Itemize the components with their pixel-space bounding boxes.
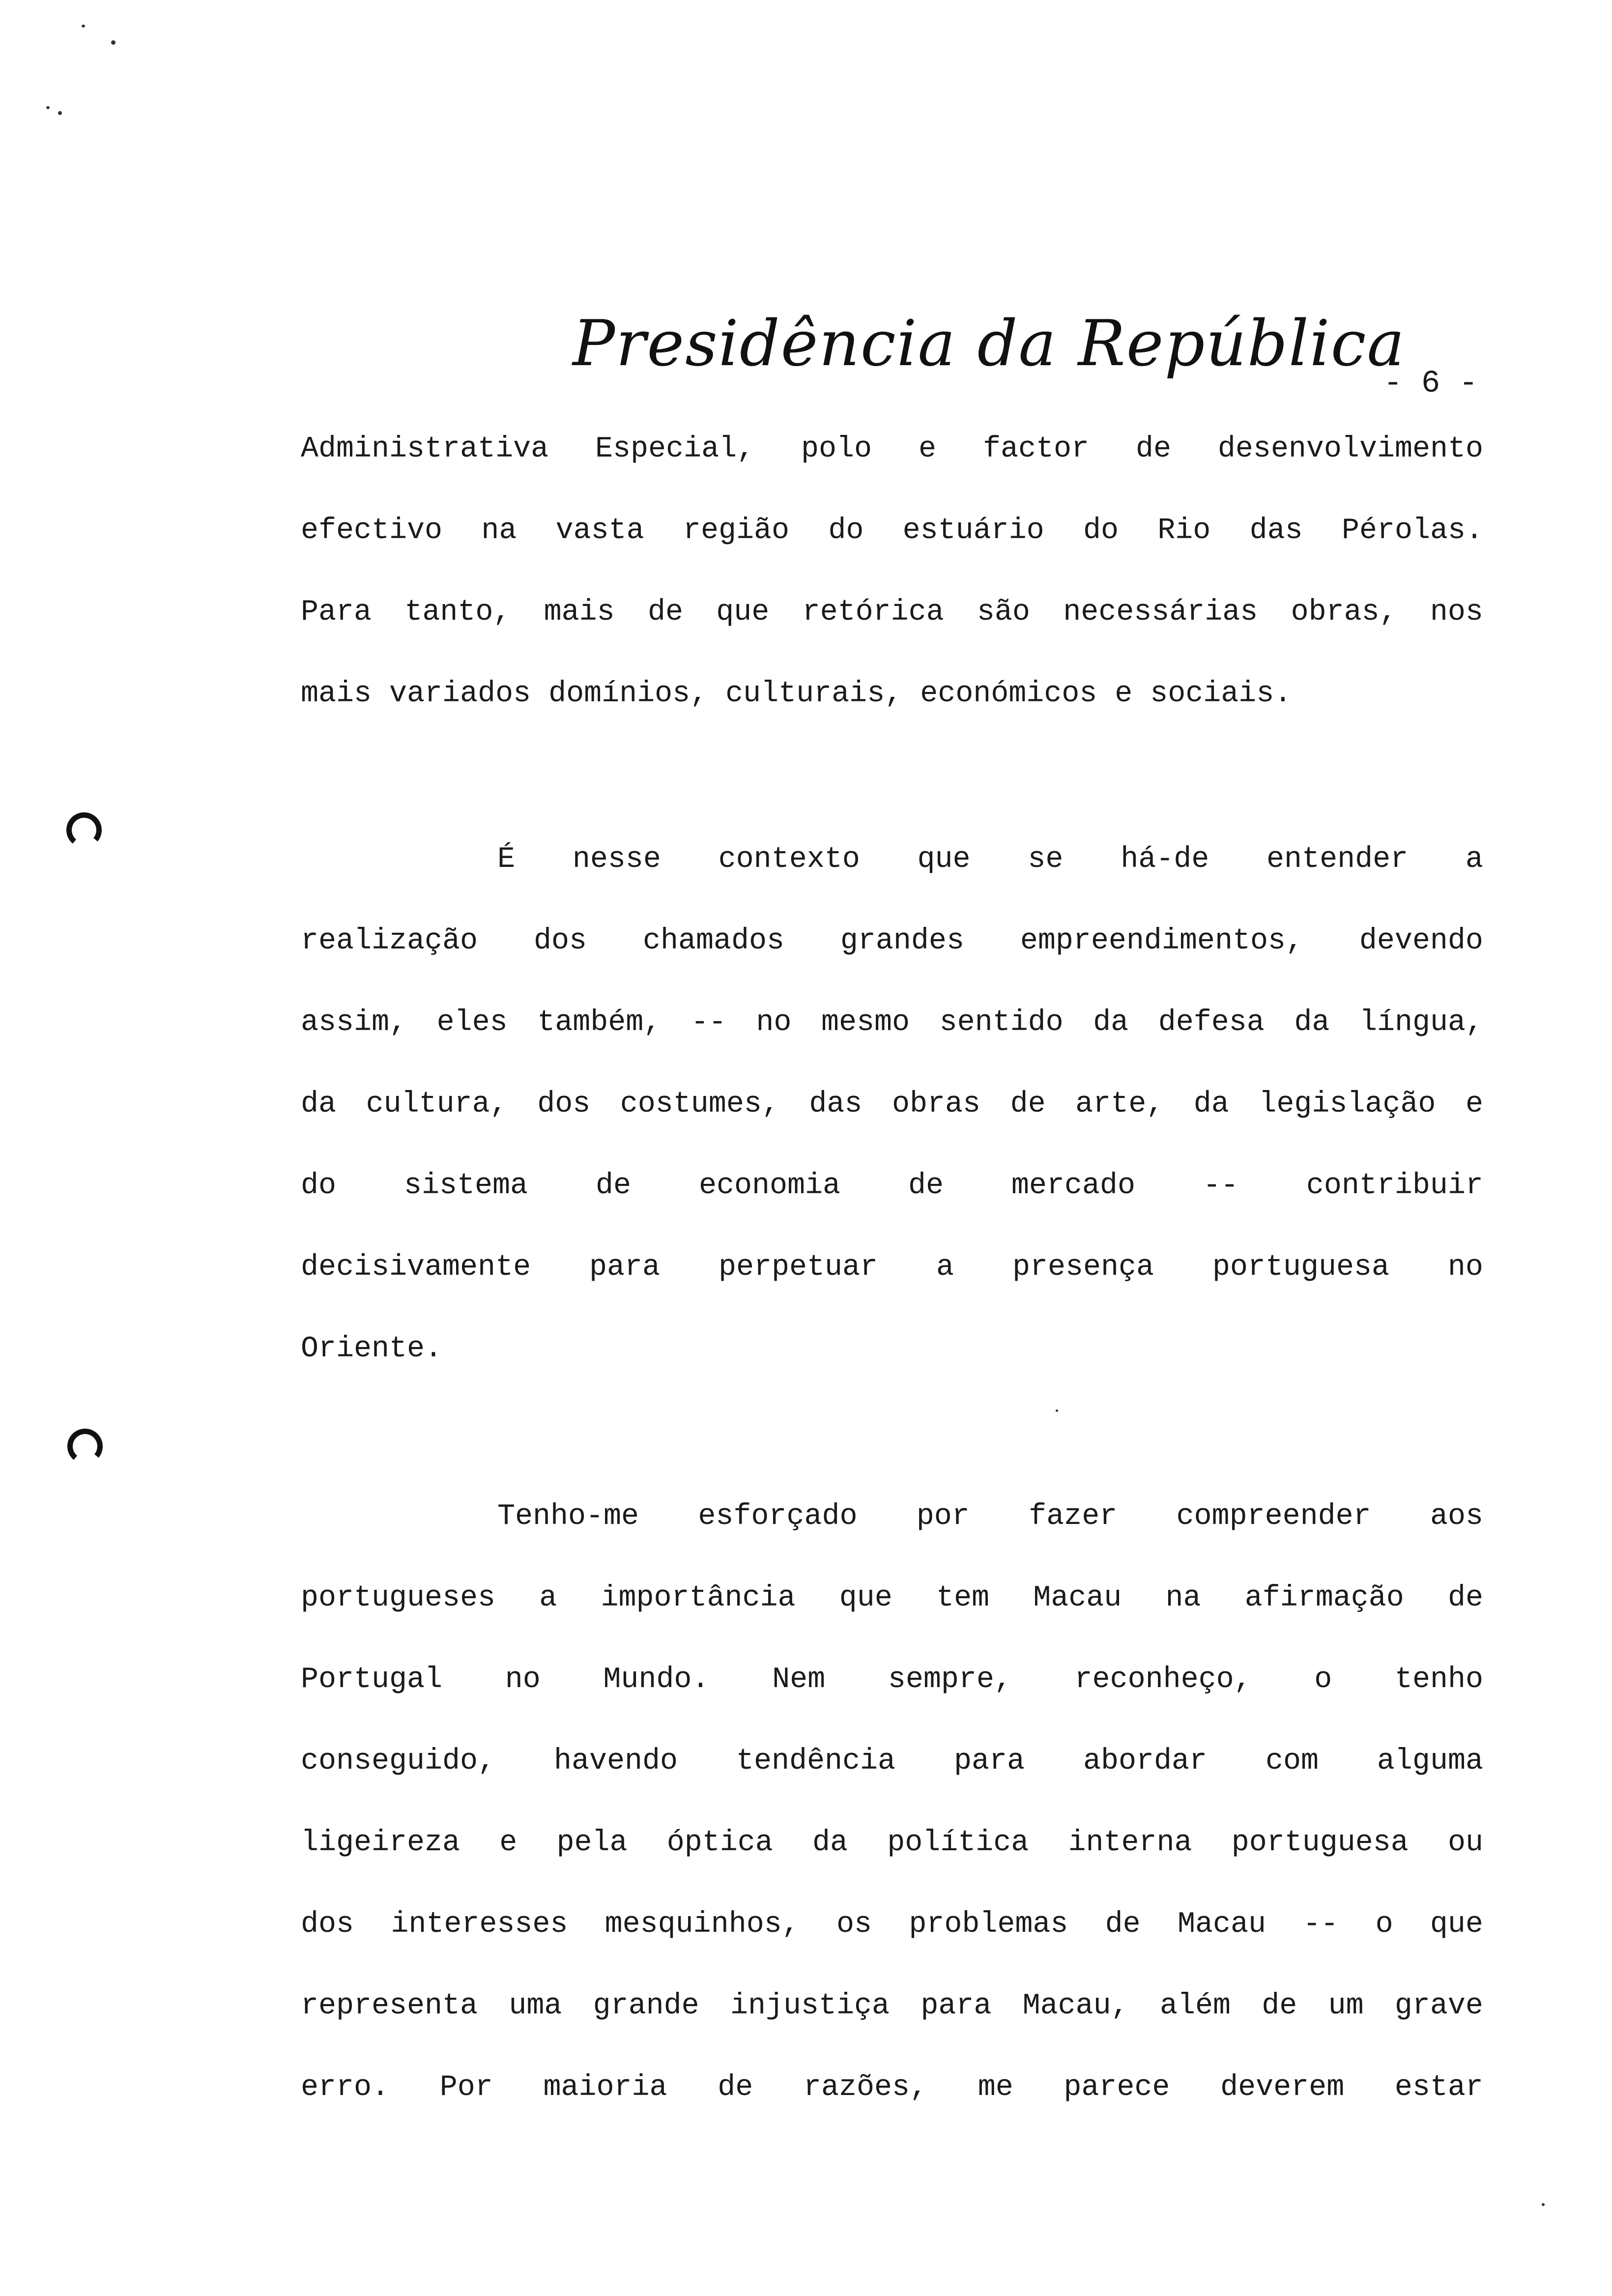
word: de xyxy=(1105,1908,1141,1941)
word: realização xyxy=(301,924,478,958)
word: obras xyxy=(892,1088,981,1121)
word: a xyxy=(936,1251,954,1284)
word: abordar xyxy=(1083,1745,1208,1778)
word: que xyxy=(716,596,770,629)
word: economia xyxy=(698,1169,840,1203)
text-line xyxy=(301,1659,1483,1700)
word: Pérolas. xyxy=(1341,514,1483,547)
word: perpetuar xyxy=(718,1251,878,1284)
word: defesa xyxy=(1158,1006,1265,1039)
word: no xyxy=(505,1663,541,1696)
word: parece xyxy=(1064,2071,1170,2104)
word: dos xyxy=(301,1908,354,1941)
word: vasta xyxy=(555,514,644,547)
word: tenho xyxy=(1394,1663,1483,1696)
word: grandes xyxy=(840,924,964,958)
word: costumes, xyxy=(620,1088,779,1121)
word: grande xyxy=(593,1989,699,2023)
word: É xyxy=(497,843,516,876)
word: da xyxy=(1193,1088,1229,1121)
word: reconheço, xyxy=(1074,1663,1252,1696)
text-line xyxy=(301,1002,1483,1043)
word: Mundo. xyxy=(603,1663,710,1696)
word: no xyxy=(756,1006,792,1039)
word: da xyxy=(812,1826,848,1860)
scan-speck xyxy=(1056,1409,1058,1412)
word: nos xyxy=(1430,596,1483,629)
word: o xyxy=(1375,1908,1393,1941)
word: Portugal xyxy=(301,1663,443,1696)
text-line xyxy=(301,1741,1483,1782)
word: factor xyxy=(982,432,1089,466)
word: sistema xyxy=(403,1169,528,1203)
word: necessárias xyxy=(1063,596,1258,629)
word: polo xyxy=(801,432,872,466)
word: para xyxy=(589,1251,661,1284)
scan-speck xyxy=(82,25,85,28)
word: mais xyxy=(544,596,615,629)
word: e xyxy=(919,432,937,466)
text-line xyxy=(301,592,1483,633)
word: devendo xyxy=(1359,924,1483,958)
word: de xyxy=(1010,1088,1046,1121)
word: entender xyxy=(1267,843,1409,876)
word: -- xyxy=(1203,1169,1238,1203)
word: que xyxy=(917,843,971,876)
word: desenvolvimento xyxy=(1217,432,1483,466)
word: sentido xyxy=(939,1006,1064,1039)
word: aos xyxy=(1430,1500,1483,1533)
word: região xyxy=(683,514,790,547)
word: compreender xyxy=(1176,1500,1371,1533)
word: me xyxy=(978,2071,1013,2104)
word: Por xyxy=(439,2071,493,2104)
word: língua, xyxy=(1359,1006,1483,1039)
scan-speck xyxy=(58,111,62,115)
text-line xyxy=(301,1165,1483,1206)
word: portuguesa xyxy=(1212,1251,1389,1284)
word: os xyxy=(836,1908,872,1941)
text-line: mais variados domínios, culturais, económicos e sociais. xyxy=(301,677,1292,711)
text-line xyxy=(301,1496,1483,1537)
word: interna xyxy=(1068,1826,1192,1860)
word: por xyxy=(916,1500,970,1533)
word: um xyxy=(1328,1989,1364,2023)
word: tanto, xyxy=(404,596,511,629)
scan-speck xyxy=(46,106,50,109)
text-line xyxy=(301,839,1483,880)
word: mesquinhos, xyxy=(604,1908,800,1941)
word: no xyxy=(1447,1251,1483,1284)
word: também, xyxy=(537,1006,662,1039)
word: -- xyxy=(1303,1908,1339,1941)
word: e xyxy=(499,1826,518,1860)
word: representa xyxy=(301,1989,478,2023)
word: decisivamente xyxy=(301,1251,531,1284)
word: de xyxy=(595,1169,631,1203)
word: para xyxy=(921,1989,992,2023)
word: de xyxy=(1262,1989,1297,2023)
word: Tenho-me xyxy=(497,1500,639,1533)
word: política xyxy=(887,1826,1029,1860)
word: -- xyxy=(691,1006,726,1039)
text-line xyxy=(301,1904,1483,1945)
word: se xyxy=(1028,843,1064,876)
word: fazer xyxy=(1029,1500,1118,1533)
word: e xyxy=(1465,1088,1483,1121)
word: havendo xyxy=(554,1745,678,1778)
word: arte, xyxy=(1075,1088,1164,1121)
word: Especial, xyxy=(595,432,755,466)
word: na xyxy=(1165,1581,1201,1615)
word: alguma xyxy=(1377,1745,1483,1778)
word: uma xyxy=(509,1989,562,2023)
word: de xyxy=(1447,1581,1483,1615)
word: o xyxy=(1314,1663,1332,1696)
page-number: - 6 - xyxy=(1383,366,1478,402)
word: de xyxy=(647,596,683,629)
word: que xyxy=(1430,1908,1483,1941)
word: tem xyxy=(936,1581,990,1615)
word: da xyxy=(301,1088,337,1121)
word: dos xyxy=(533,924,587,958)
punch-hole xyxy=(66,1427,104,1465)
word: Macau xyxy=(1033,1581,1122,1615)
letterhead-title: Presidência da República xyxy=(573,307,1406,380)
word: cultura, xyxy=(366,1088,508,1121)
word: são xyxy=(977,596,1030,629)
word: de xyxy=(1135,432,1171,466)
text-line xyxy=(301,1985,1483,2027)
word: empreendimentos, xyxy=(1020,924,1303,958)
word: das xyxy=(1249,514,1303,547)
word: de xyxy=(718,2071,753,2104)
text-line xyxy=(301,1084,1483,1125)
word: Para xyxy=(301,596,372,629)
word: ou xyxy=(1447,1826,1483,1860)
word: maioria xyxy=(543,2071,667,2104)
word: de xyxy=(908,1169,944,1203)
word: Nem xyxy=(772,1663,826,1696)
word: importância xyxy=(601,1581,796,1615)
word: do xyxy=(301,1169,337,1203)
word: esforçado xyxy=(698,1500,858,1533)
word: dos xyxy=(537,1088,591,1121)
word: razões, xyxy=(803,2071,927,2104)
text-line: Oriente. xyxy=(301,1332,443,1366)
word: há-de xyxy=(1121,843,1209,876)
word: nesse xyxy=(572,843,661,876)
word: além xyxy=(1159,1989,1231,2023)
word: com xyxy=(1265,1745,1319,1778)
word: presença xyxy=(1012,1251,1154,1284)
word: conseguido, xyxy=(301,1745,496,1778)
word: do xyxy=(1083,514,1119,547)
word: das xyxy=(809,1088,863,1121)
word: assim, xyxy=(301,1006,407,1039)
scan-speck xyxy=(111,40,115,45)
word: da xyxy=(1294,1006,1330,1039)
word: efectivo xyxy=(301,514,443,547)
word: chamados xyxy=(642,924,784,958)
word: afirmação xyxy=(1244,1581,1404,1615)
word: problemas xyxy=(909,1908,1068,1941)
word: sempre, xyxy=(888,1663,1012,1696)
word: Rio xyxy=(1157,514,1211,547)
word: contexto xyxy=(718,843,860,876)
word: estuário xyxy=(902,514,1044,547)
word: portugueses xyxy=(301,1581,496,1615)
word: ligeireza xyxy=(301,1826,461,1860)
word: estar xyxy=(1394,2071,1483,2104)
word: óptica xyxy=(666,1826,773,1860)
word: portuguesa xyxy=(1231,1826,1409,1860)
word: retórica xyxy=(802,596,944,629)
word: a xyxy=(539,1581,557,1615)
word: interesses xyxy=(391,1908,568,1941)
word: contribuir xyxy=(1306,1169,1483,1203)
text-line xyxy=(301,920,1483,962)
word: na xyxy=(481,514,517,547)
punch-hole xyxy=(65,811,103,849)
word: mercado xyxy=(1011,1169,1135,1203)
word: que xyxy=(839,1581,892,1615)
word: Macau, xyxy=(1022,1989,1129,2023)
text-line xyxy=(301,429,1483,470)
word: mesmo xyxy=(821,1006,910,1039)
word: deverem xyxy=(1220,2071,1345,2104)
text-line xyxy=(301,1247,1483,1288)
word: tendência xyxy=(736,1745,896,1778)
word: Administrativa xyxy=(301,432,549,466)
scan-speck xyxy=(1542,2203,1545,2206)
word: para xyxy=(954,1745,1025,1778)
word: a xyxy=(1465,843,1483,876)
word: legislação xyxy=(1259,1088,1436,1121)
word: do xyxy=(828,514,864,547)
word: obras, xyxy=(1291,596,1397,629)
text-line xyxy=(301,1822,1483,1864)
text-line xyxy=(301,2067,1483,2108)
word: eles xyxy=(436,1006,508,1039)
text-line xyxy=(301,1578,1483,1619)
word: erro. xyxy=(301,2071,390,2104)
word: injustiça xyxy=(730,1989,890,2023)
word: grave xyxy=(1394,1989,1483,2023)
word: da xyxy=(1093,1006,1129,1039)
word: Macau xyxy=(1177,1908,1266,1941)
word: pela xyxy=(556,1826,628,1860)
text-line xyxy=(301,510,1483,551)
